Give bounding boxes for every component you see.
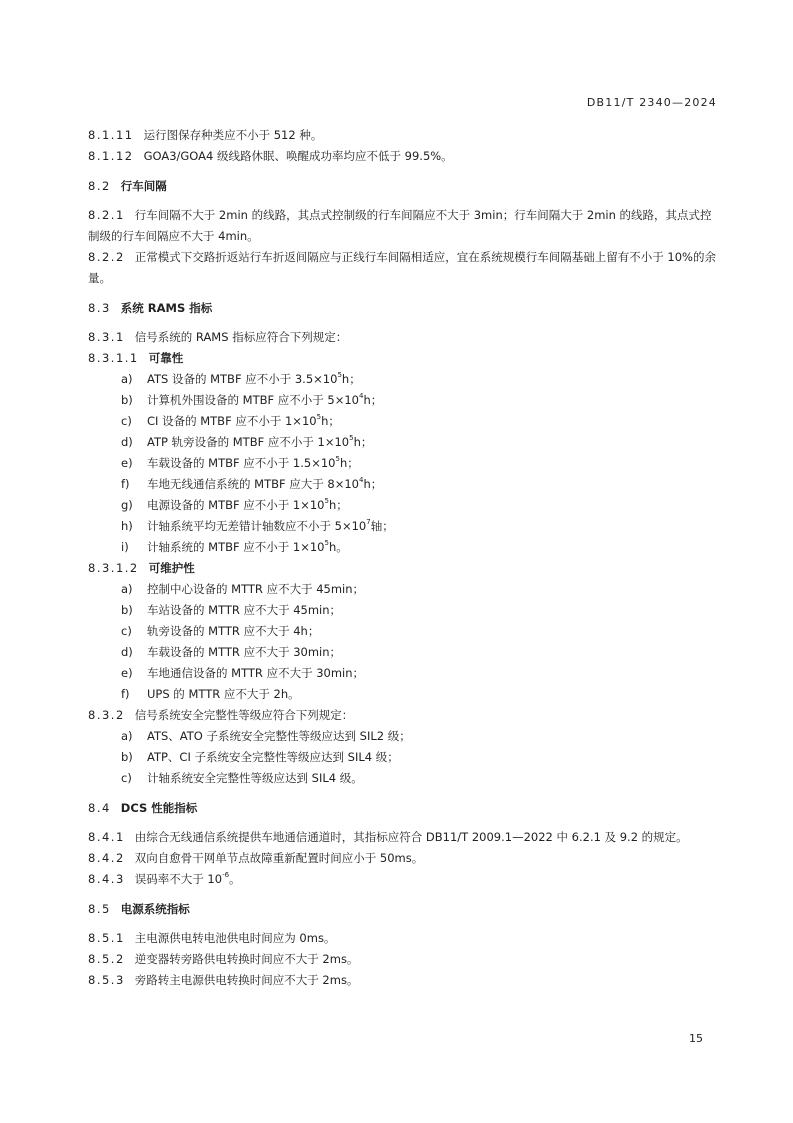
list-item xyxy=(88,537,718,558)
list-label: a) xyxy=(121,372,133,386)
list-label: c) xyxy=(121,414,132,428)
list-item xyxy=(88,747,718,768)
clause-number: 8.3.1 xyxy=(88,330,125,344)
clause-text: 双向自愈骨干网单节点故障重新配置时间应小于 50ms。 xyxy=(134,851,424,865)
section-number: 8.3 xyxy=(88,301,111,315)
section-8-3-heading xyxy=(88,298,718,319)
clause-8-5-1 xyxy=(88,928,718,949)
list-text: ATS 设备的 MTBF 应不小于 3.5×10 xyxy=(147,372,338,386)
list-text: ATS、ATO 子系统安全完整性等级应达到 SIL2 级； xyxy=(147,729,411,743)
clause-8-3-1-2 xyxy=(88,558,718,579)
list-text-end: h； xyxy=(321,414,340,428)
list-text: 计轴系统平均无差错计轴数应不小于 5×10 xyxy=(147,519,367,533)
list-text: ATP、CI 子系统安全完整性等级应达到 SIL4 级； xyxy=(147,750,399,764)
list-text: 轨旁设备的 MTTR 应不大于 4h； xyxy=(147,624,320,638)
list-item xyxy=(88,642,718,663)
list-text: 车载设备的 MTBF 应不小于 1.5×10 xyxy=(147,456,336,470)
list-text-end: h； xyxy=(363,393,383,407)
list-item xyxy=(88,684,718,705)
list-label: h) xyxy=(121,519,133,533)
exponent: -6 xyxy=(222,871,230,879)
clause-8-4-1 xyxy=(88,827,718,848)
list-text: 计轴系统的 MTBF 应不小于 1×10 xyxy=(147,540,325,554)
list-text: 计算机外围设备的 MTBF 应不小于 5×10 xyxy=(147,393,360,407)
list-text-end: h； xyxy=(339,456,359,470)
clause-text: 行车间隔不大于 2min 的线路，其点式控制级的行车间隔应不大于 3min；行车间隔大于 2min 的线路，其点式控制级的行车间隔应不大于 4min。 xyxy=(88,208,712,243)
clause-text: 主电源供电转电池供电时间应为 0ms。 xyxy=(134,931,336,945)
exponent: 4 xyxy=(359,476,364,484)
clause-number: 8.5.3 xyxy=(88,973,125,987)
clause-title: 可靠性 xyxy=(148,351,184,365)
section-title: 行车间隔 xyxy=(120,179,167,193)
clause-number: 8.5.1 xyxy=(88,931,125,945)
list-item xyxy=(88,453,718,474)
section-title: 系统 RAMS 指标 xyxy=(120,301,213,315)
list-item xyxy=(88,663,718,684)
clause-8-1-12 xyxy=(88,146,718,167)
clause-text: 信号系统的 RAMS 指标应符合下列规定： xyxy=(134,330,348,344)
list-label: d) xyxy=(121,435,133,449)
list-label: f) xyxy=(121,477,130,491)
clause-number: 8.4.3 xyxy=(88,872,125,886)
list-item xyxy=(88,516,718,537)
clause-text: 正常模式下交路折返站行车折返间隔应与正线行车间隔相适应，宜在系统规模行车间隔基础上留有不小于 10%的余量。 xyxy=(88,250,716,285)
list-text-end: h。 xyxy=(328,540,348,554)
list-label: b) xyxy=(121,393,133,407)
list-item xyxy=(88,369,718,390)
list-item xyxy=(88,768,718,789)
page-number: 15 xyxy=(689,1032,703,1045)
section-8-4-heading xyxy=(88,798,718,819)
list-text: 车地通信设备的 MTTR 应不大于 30min； xyxy=(147,666,365,680)
list-text: CI 设备的 MTBF 应不小于 1×10 xyxy=(147,414,317,428)
list-text: 电源设备的 MTBF 应不小于 1×10 xyxy=(147,498,325,512)
list-item xyxy=(88,432,718,453)
list-label: g) xyxy=(121,498,133,512)
exponent: 5 xyxy=(324,497,329,505)
list-item xyxy=(88,726,718,747)
section-number: 8.5 xyxy=(88,902,111,916)
list-text: UPS 的 MTTR 应不大于 2h。 xyxy=(147,687,300,701)
clause-8-5-2 xyxy=(88,949,718,970)
list-text: ATP 轨旁设备的 MTBF 应不小于 1×10 xyxy=(147,435,350,449)
document-body xyxy=(88,125,718,991)
clause-text: 由综合无线通信系统提供车地通信通道时，其指标应符合 DB11/T 2009.1—2022 中 6.2.1 及 9.2 的规定。 xyxy=(134,830,688,844)
list-text: 车地无线通信系统的 MTBF 应大于 8×10 xyxy=(147,477,360,491)
list-label: d) xyxy=(121,645,133,659)
list-item xyxy=(88,411,718,432)
clause-number: 8.1.11 xyxy=(88,128,134,142)
list-label: c) xyxy=(121,771,132,785)
list-text: 车站设备的 MTTR 应不大于 45min； xyxy=(147,603,342,617)
list-label: b) xyxy=(121,750,133,764)
clause-number: 8.4.2 xyxy=(88,851,125,865)
clause-8-5-3 xyxy=(88,970,718,991)
clause-title: 可维护性 xyxy=(148,561,195,575)
clause-number: 8.1.12 xyxy=(88,149,134,163)
clause-text-end: 。 xyxy=(229,872,241,886)
list-label: a) xyxy=(121,582,133,596)
list-item xyxy=(88,621,718,642)
exponent: 4 xyxy=(359,392,364,400)
clause-text: 信号系统安全完整性等级应符合下列规定： xyxy=(134,708,354,722)
maintainability-list xyxy=(88,579,718,705)
list-item xyxy=(88,474,718,495)
clause-text: 误码率不大于 10 xyxy=(134,872,223,886)
list-text: 计轴系统安全完整性等级应达到 SIL4 级。 xyxy=(147,771,363,785)
list-text-end: h； xyxy=(341,372,361,386)
list-text: 控制中心设备的 MTTR 应不大于 45min； xyxy=(147,582,365,596)
list-label: i) xyxy=(121,540,129,554)
clause-number: 8.2.2 xyxy=(88,250,125,264)
exponent: 7 xyxy=(366,518,371,526)
list-text-end: h； xyxy=(353,435,373,449)
clause-number: 8.3.1.1 xyxy=(88,351,139,365)
section-title: 电源系统指标 xyxy=(120,902,190,916)
clause-8-4-2 xyxy=(88,848,718,869)
clause-text: 运行图保存种类应不小于 512 种。 xyxy=(143,128,323,142)
exponent: 5 xyxy=(337,371,342,379)
list-label: c) xyxy=(121,624,132,638)
clause-number: 8.3.2 xyxy=(88,708,125,722)
clause-text: 逆变器转旁路供电转换时间应不大于 2ms。 xyxy=(134,952,359,966)
list-item xyxy=(88,579,718,600)
list-text-end: 轴； xyxy=(370,519,394,533)
section-8-5-heading xyxy=(88,899,718,920)
clause-8-3-2 xyxy=(88,705,718,726)
section-number: 8.4 xyxy=(88,801,111,815)
list-label: f) xyxy=(121,687,130,701)
section-number: 8.2 xyxy=(88,179,111,193)
list-label: a) xyxy=(121,729,133,743)
clause-number: 8.2.1 xyxy=(88,208,125,222)
exponent: 5 xyxy=(335,455,340,463)
clause-text: GOA3/GOA4 级线路休眠、唤醒成功率均应不低于 99.5%。 xyxy=(143,149,453,163)
list-item xyxy=(88,600,718,621)
clause-8-4-3 xyxy=(88,869,718,890)
exponent: 5 xyxy=(349,434,354,442)
list-item xyxy=(88,495,718,516)
exponent: 5 xyxy=(316,413,322,421)
clause-number: 8.4.1 xyxy=(88,830,125,844)
list-text-end: h； xyxy=(328,498,348,512)
clause-number: 8.5.2 xyxy=(88,952,125,966)
list-text: 车载设备的 MTTR 应不大于 30min； xyxy=(147,645,342,659)
clause-8-3-1 xyxy=(88,327,718,348)
list-label: e) xyxy=(121,666,133,680)
document-header: DB11/T 2340—2024 xyxy=(586,96,717,109)
clause-8-3-1-1 xyxy=(88,348,718,369)
clause-8-2-2 xyxy=(88,247,718,289)
list-item xyxy=(88,390,718,411)
clause-text: 旁路转主电源供电转换时间应不大于 2ms。 xyxy=(134,973,359,987)
section-8-2-heading xyxy=(88,176,718,197)
exponent: 5 xyxy=(324,539,329,547)
list-label: e) xyxy=(121,456,133,470)
reliability-list xyxy=(88,369,718,558)
section-title: DCS 性能指标 xyxy=(120,801,198,815)
clause-8-2-1 xyxy=(88,205,718,247)
list-label: b) xyxy=(121,603,133,617)
clause-8-1-11 xyxy=(88,125,718,146)
clause-number: 8.3.1.2 xyxy=(88,561,139,575)
safety-list xyxy=(88,726,718,789)
list-text-end: h； xyxy=(363,477,383,491)
